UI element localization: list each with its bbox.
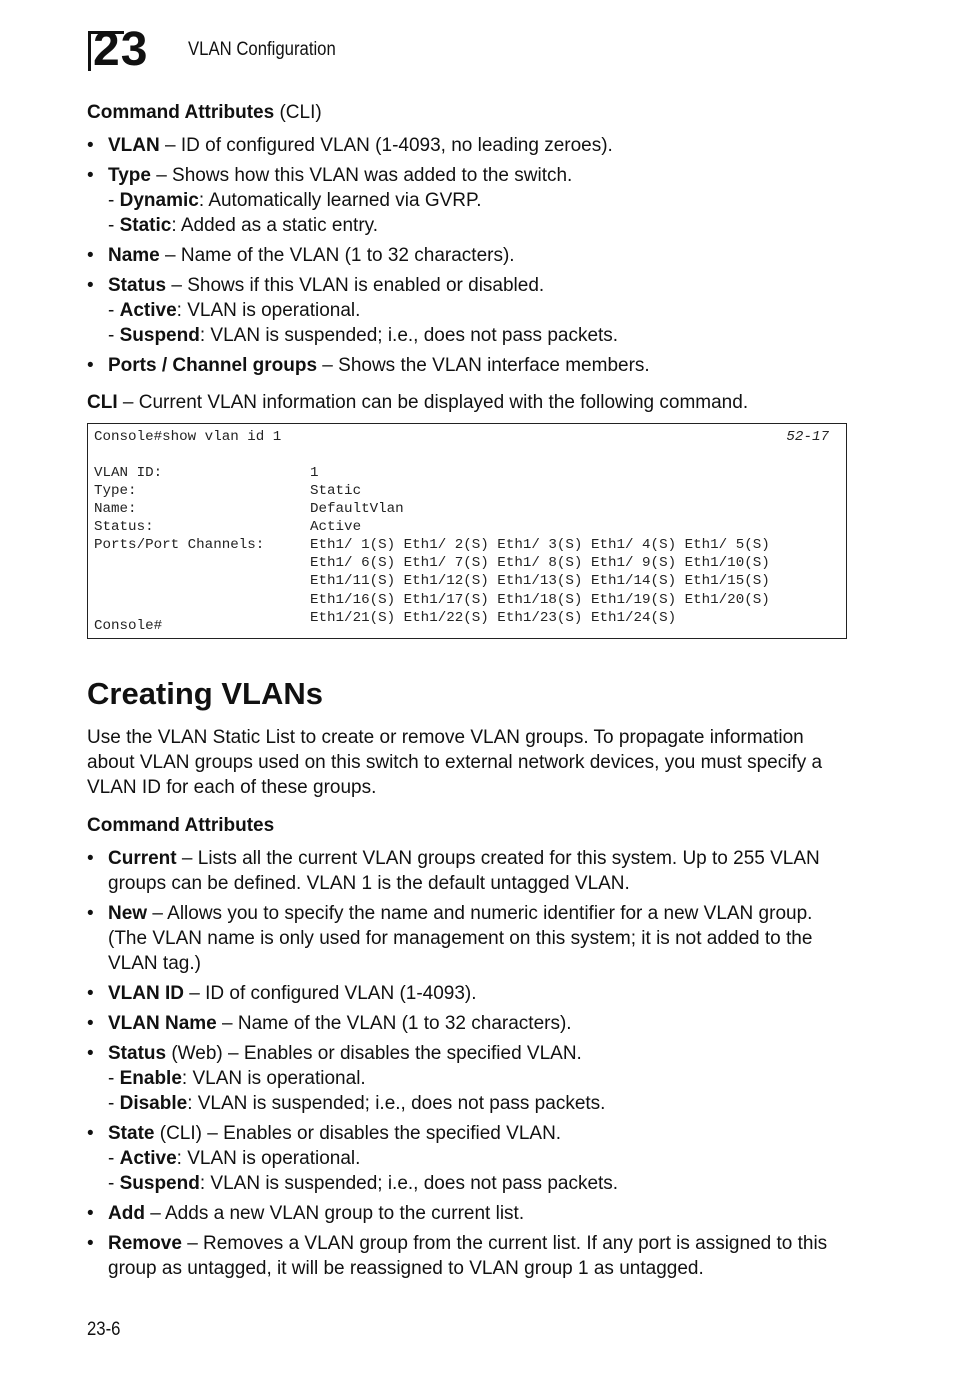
sub-item-text: : VLAN is suspended; i.e., does not pass packets. <box>199 1173 619 1194</box>
console-value: 1 <box>310 465 319 481</box>
sub-item-text: : VLAN is suspended; i.e., does not pass packets. <box>199 325 619 346</box>
sub-item-term: Dynamic <box>119 190 199 211</box>
bullet-icon: • <box>87 903 94 924</box>
console-value: Eth1/ 1(S) Eth1/ 2(S) Eth1/ 3(S) Eth1/ 4(S) Eth1/ 5(S) <box>310 537 770 553</box>
section-attributes-list <box>87 846 847 1281</box>
list-item <box>87 1231 847 1281</box>
section-title: Creating VLANs <box>87 676 323 711</box>
bullet-icon: • <box>87 1013 94 1034</box>
item-text: – ID of configured VLAN (1-4093, no leading zeroes). <box>159 135 613 156</box>
sub-item-term: Static <box>119 215 172 236</box>
sub-item-term: Enable <box>119 1068 182 1089</box>
list-item <box>87 1041 847 1116</box>
section-attributes-heading: Command Attributes <box>87 815 275 836</box>
sub-item: - Active: VLAN is operational. <box>108 300 361 321</box>
console-port-line: Eth1/16(S) Eth1/17(S) Eth1/18(S) Eth1/19(S) Eth1/20(S) <box>310 592 770 608</box>
cli-attributes-heading: Command Attributes (CLI) <box>87 102 322 123</box>
bullet-icon: • <box>87 1123 94 1144</box>
bullet-icon: • <box>87 355 94 376</box>
sub-item: - Suspend: VLAN is suspended; i.e., does not pass packets. <box>108 1173 619 1194</box>
chapter-marker-rule <box>88 31 91 71</box>
item-text: – Name of the VLAN (1 to 32 characters). <box>159 245 515 266</box>
list-item <box>87 901 847 976</box>
sub-item-text: : Automatically learned via GVRP. <box>198 190 482 211</box>
console-value: DefaultVlan <box>310 501 404 517</box>
item-text: – Name of the VLAN (1 to 32 characters). <box>216 1013 572 1034</box>
item-text: (Web) – Enables or disables the specified VLAN. <box>166 1043 582 1064</box>
item-term: Add <box>108 1203 145 1224</box>
console-label: VLAN ID: <box>94 465 163 481</box>
bullet-icon: • <box>87 848 94 869</box>
item-term: New <box>108 903 148 924</box>
bullet-icon: • <box>87 135 94 156</box>
list-item <box>87 1011 847 1036</box>
console-label: Status: <box>94 519 154 535</box>
sub-item-term: Suspend <box>119 325 200 346</box>
chapter-title: VLAN Configuration <box>188 39 336 60</box>
item-text: – Shows how this VLAN was added to the switch. <box>150 165 573 186</box>
console-value: Active <box>310 519 362 535</box>
command-reference: 52-17 <box>786 429 829 445</box>
item-text: (CLI) – Enables or disables the specified VLAN. <box>154 1123 562 1144</box>
item-term: State <box>108 1123 155 1144</box>
page-content <box>87 100 847 1286</box>
sub-item-text: : VLAN is operational. <box>176 1148 361 1169</box>
item-text: – Adds a new VLAN group to the current list. <box>144 1203 525 1224</box>
sub-item: - Active: VLAN is operational. <box>108 1148 361 1169</box>
bullet-icon: • <box>87 275 94 296</box>
console-value: Static <box>310 483 362 499</box>
sub-item-text: : VLAN is operational. <box>176 300 361 321</box>
cli-note: CLI – Current VLAN information can be displayed with the following command. <box>87 392 749 413</box>
bullet-icon: • <box>87 165 94 186</box>
item-text: – Shows the VLAN interface members. <box>317 355 650 376</box>
list-item <box>87 133 847 158</box>
console-label: Type: <box>94 483 137 499</box>
list-item <box>87 243 847 268</box>
list-item <box>87 163 847 238</box>
sub-item-term: Active <box>119 300 177 321</box>
sub-item-text: : Added as a static entry. <box>171 215 379 236</box>
item-term: Remove <box>108 1233 182 1254</box>
console-label: Name: <box>94 501 137 517</box>
item-term: Status <box>108 1043 167 1064</box>
sub-item-term: Active <box>119 1148 177 1169</box>
console-output <box>87 423 847 639</box>
page-number: 23-6 <box>87 1319 121 1340</box>
console-label: Ports/Port Channels: <box>94 537 265 553</box>
bullet-icon: • <box>87 1043 94 1064</box>
sub-item: - Suspend: VLAN is suspended; i.e., does not pass packets. <box>108 325 619 346</box>
console-prompt: Console# <box>94 618 163 634</box>
console-command: Console#show vlan id 1 <box>94 429 282 445</box>
sub-item-text: : VLAN is operational. <box>181 1068 366 1089</box>
item-term: Type <box>108 165 151 186</box>
cli-attributes-list <box>87 133 847 378</box>
list-item <box>87 846 847 896</box>
item-term: VLAN Name <box>108 1013 217 1034</box>
item-term: Status <box>108 275 167 296</box>
sub-item: - Static: Added as a static entry. <box>108 215 379 236</box>
sub-item: - Enable: VLAN is operational. <box>108 1068 366 1089</box>
console-port-line: Eth1/11(S) Eth1/12(S) Eth1/13(S) Eth1/14(S) Eth1/15(S) <box>310 573 770 589</box>
item-term: Name <box>108 245 160 266</box>
item-text: – Removes a VLAN group from the current list. If any port is assigned to this group as untagged, it will be reassigned to VLAN group 1 as untagged. <box>108 1233 828 1279</box>
list-item <box>87 1121 847 1196</box>
item-term: VLAN ID <box>108 983 184 1004</box>
console-port-line: Eth1/ 6(S) Eth1/ 7(S) Eth1/ 8(S) Eth1/ 9(S) Eth1/10(S) <box>310 555 770 571</box>
list-item <box>87 273 847 348</box>
section-intro: Use the VLAN Static List to create or remove VLAN groups. To propagate information about VLAN groups used on this switch to external network devices, you must specify a VLAN ID for each of these groups. <box>87 727 823 798</box>
sub-item: - Dynamic: Automatically learned via GVRP. <box>108 190 482 211</box>
chapter-number: 23 <box>93 23 149 76</box>
item-term: Ports / Channel groups <box>108 355 318 376</box>
bullet-icon: • <box>87 1203 94 1224</box>
item-text: – Allows you to specify the name and numeric identifier for a new VLAN group. (The VLAN name is only used for management on this system; it is not added to the VLAN tag.) <box>108 903 813 974</box>
bullet-icon: • <box>87 983 94 1004</box>
list-item <box>87 353 847 378</box>
list-item <box>87 981 847 1006</box>
item-text: – ID of configured VLAN (1-4093). <box>184 983 477 1004</box>
bullet-icon: • <box>87 245 94 266</box>
sub-item-text: : VLAN is suspended; i.e., does not pass packets. <box>187 1093 606 1114</box>
sub-item: - Disable: VLAN is suspended; i.e., does not pass packets. <box>108 1093 606 1114</box>
list-item <box>87 1201 847 1226</box>
item-text: – Lists all the current VLAN groups created for this system. Up to 255 VLAN groups can be defined. VLAN 1 is the default untagged VLAN. <box>108 848 820 894</box>
bullet-icon: • <box>87 1233 94 1254</box>
item-text: – Shows if this VLAN is enabled or disabled. <box>166 275 545 296</box>
console-port-line: Eth1/21(S) Eth1/22(S) Eth1/23(S) Eth1/24(S) <box>310 610 677 626</box>
sub-item-term: Disable <box>119 1093 188 1114</box>
sub-item-term: Suspend <box>119 1173 200 1194</box>
item-term: VLAN <box>108 135 160 156</box>
item-term: Current <box>108 848 177 869</box>
